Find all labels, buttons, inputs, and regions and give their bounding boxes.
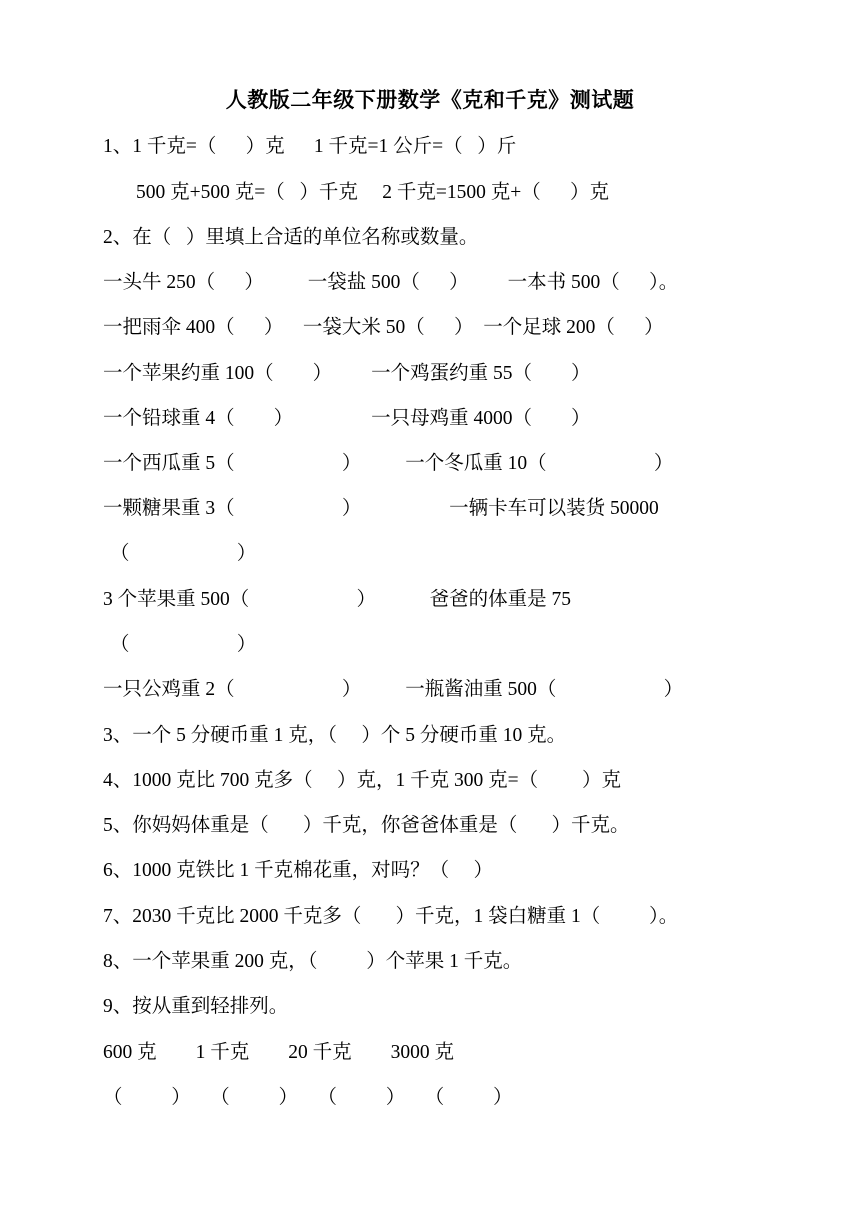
question-6: 6、1000 克铁比 1 千克棉花重，对吗？（ ） [103,860,494,881]
question-1-line-2: 500 克+500 克=（ ）千克 2 千克=1500 克+（ ）克 [136,182,609,203]
question-2-row-7: 3 个苹果重 500（ ） 爸爸的体重是 75 [103,589,572,610]
question-8: 8、一个苹果重 200 克，（ ）个苹果 1 千克。 [103,951,523,972]
question-4: 4、1000 克比 700 克多（ ）克，1 千克 300 克=（ ）克 [103,770,621,791]
question-9-heading: 9、按从重到轻排列。 [103,996,289,1017]
question-2-row-3: 一个苹果约重 100（ ） 一个鸡蛋约重 55（ ） [103,363,591,384]
question-5: 5、你妈妈体重是（ ）千克，你爸爸体重是（ ）千克。 [103,815,630,836]
question-2-row-7-cont: （ ） [110,634,257,655]
question-2-heading: 2、在（ ）里填上合适的单位名称或数量。 [103,227,479,248]
question-3: 3、一个 5 分硬币重 1 克，（ ）个 5 分硬币重 10 克。 [103,725,567,746]
question-2-row-1: 一头牛 250（ ） 一袋盐 500（ ） 一本书 500（ ）。 [103,272,679,293]
question-2-row-6-cont: （ ） [110,543,257,564]
page-title: 人教版二年级下册数学《克和千克》测试题 [225,88,635,112]
question-2-row-6: 一颗糖果重 3（ ） 一辆卡车可以装货 50000 [103,498,659,519]
question-9-answer-blanks: （ ） （ ） （ ） （ ） [103,1087,513,1108]
question-7: 7、2030 千克比 2000 千克多（ ）千克，1 袋白糖重 1（ ）。 [103,906,679,927]
question-9-weights: 600 克 1 千克 20 千克 3000 克 [103,1042,455,1063]
question-2-row-8: 一只公鸡重 2（ ） 一瓶酱油重 500（ ） [103,679,684,700]
question-2-row-4: 一个铅球重 4（ ） 一只母鸡重 4000（ ） [103,408,591,429]
question-2-row-5: 一个西瓜重 5（ ） 一个冬瓜重 10（ ） [103,453,674,474]
question-1-line-1: 1、1 千克=（ ）克 1 千克=1 公斤=（ ）斤 [103,136,517,157]
question-2-row-2: 一把雨伞 400（ ） 一袋大米 50（ ） 一个足球 200（ ） [103,317,664,338]
